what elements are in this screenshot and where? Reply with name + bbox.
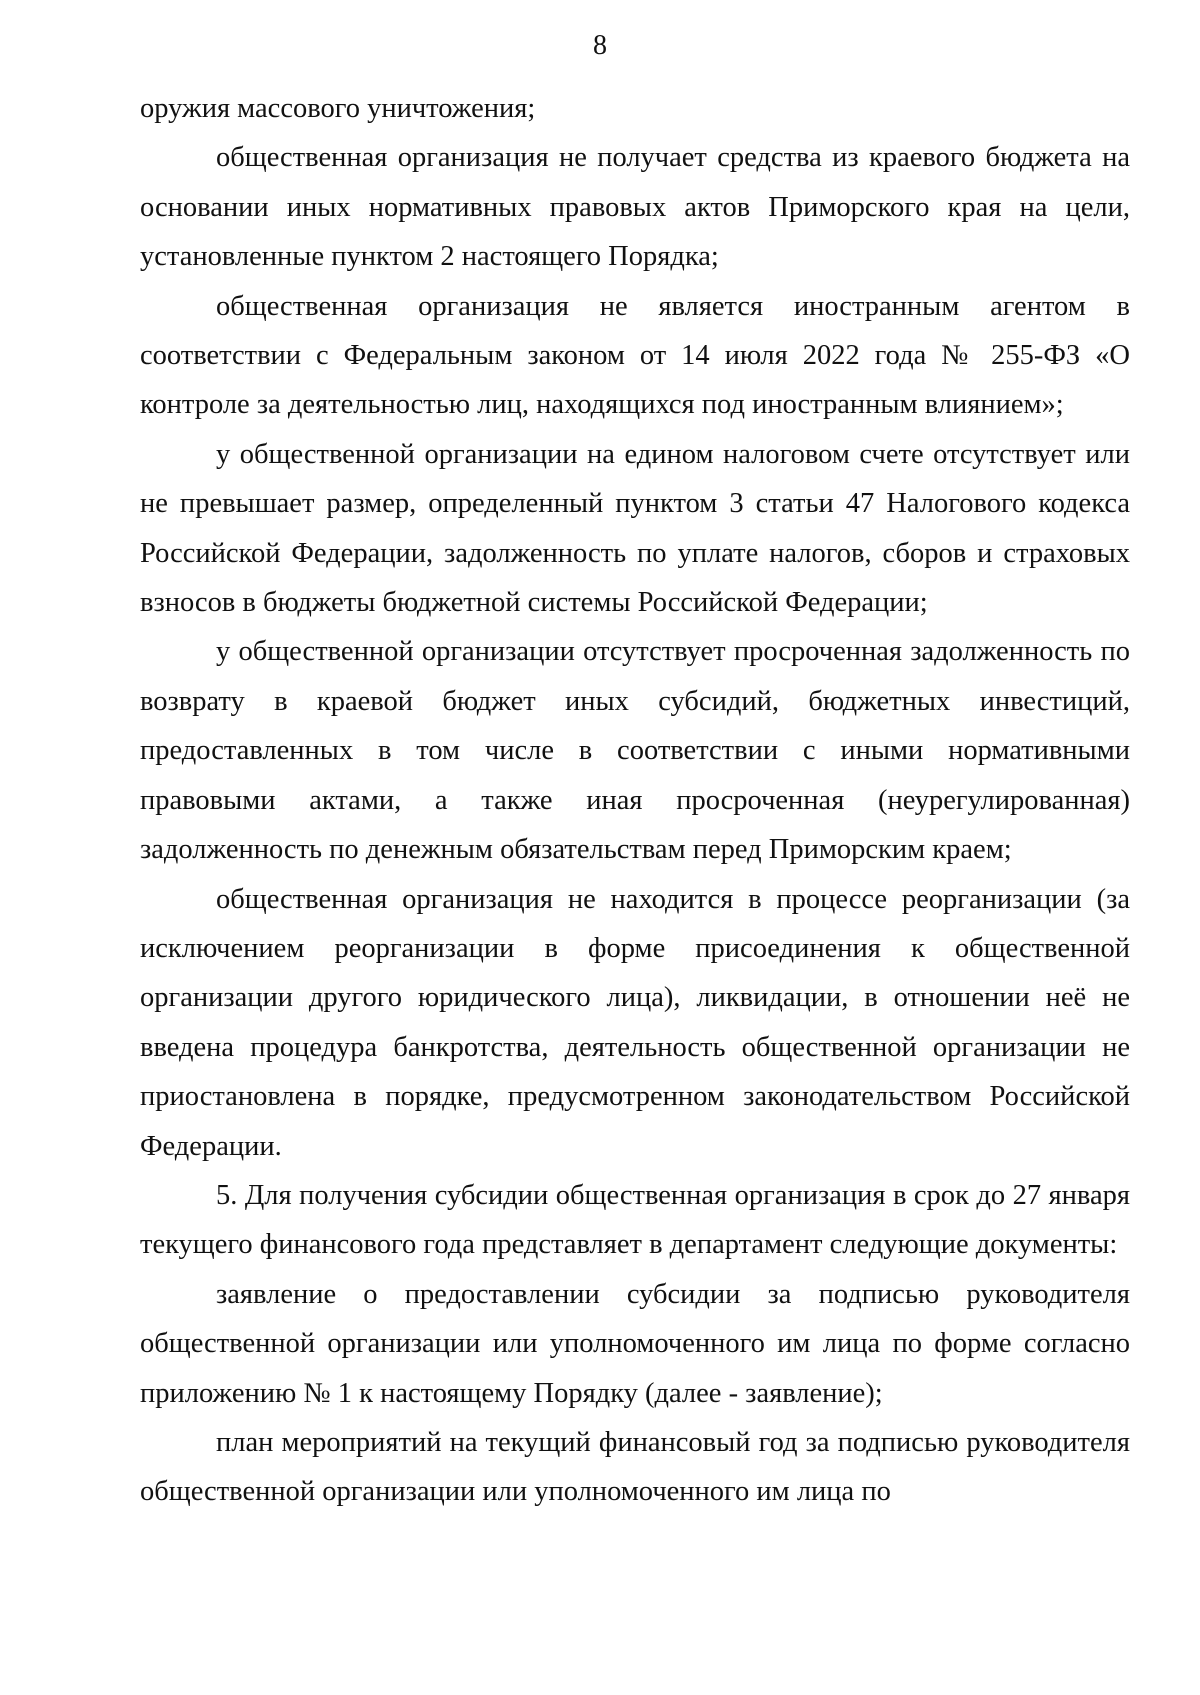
paragraph: заявление о предоставлении субсидии за подписью руководителя общественной организации или уполномоченного им лица по форме согласно приложению № 1 к настоящему Порядку (далее - заявление); (140, 1278, 1130, 1409)
paragraph: план мероприятий на текущий финансовый год за подписью руководителя общественной организации или уполномоченного им лица по (140, 1426, 1130, 1508)
paragraph: общественная организация не является иностранным агентом в соответствии с Федеральным законом от 14 июля 2022 года № 255-ФЗ «О контроле за деятельностью лиц, находящихся под иностранным влиянием»; (140, 290, 1130, 421)
paragraph-item-5: 5. Для получения субсидии общественная организация в срок до 27 января текущего финансового года представляет в департамент следующие документы: (140, 1179, 1130, 1261)
paragraph: общественная организация не находится в процессе реорганизации (за исключением реорганизации в форме присоединения к общественной организации другого юридического лица), ликвидации, в отношении неё не введена процедура банкротства, деятельность общественной организации не приостановлена в порядке, предусмотренном законодательством Российской Федерации. (140, 883, 1130, 1162)
page-number: 8 (593, 30, 607, 61)
paragraph-continuation: оружия массового уничтожения; (140, 93, 536, 124)
document-body (140, 84, 1130, 1517)
paragraph: у общественной организации на едином налоговом счете отсутствует или не превышает размер, определенный пунктом 3 статьи 47 Налогового кодекса Российской Федерации, задолженность по уплате налогов, сборов и страховых взносов в бюджеты бюджетной системы Российской Федерации; (140, 438, 1130, 619)
paragraph: общественная организация не получает средства из краевого бюджета на основании иных нормативных правовых актов Приморского края на цели, установленные пунктом 2 настоящего Порядка; (140, 142, 1130, 273)
paragraph: у общественной организации отсутствует просроченная задолженность по возврату в краевой бюджет иных субсидий, бюджетных инвестиций, предоставленных в том числе в соответствии с иными нормативными правовыми актами, а также иная просроченная (неурегулированная) задолженность по денежным обязательствам перед Приморским краем; (140, 636, 1130, 866)
